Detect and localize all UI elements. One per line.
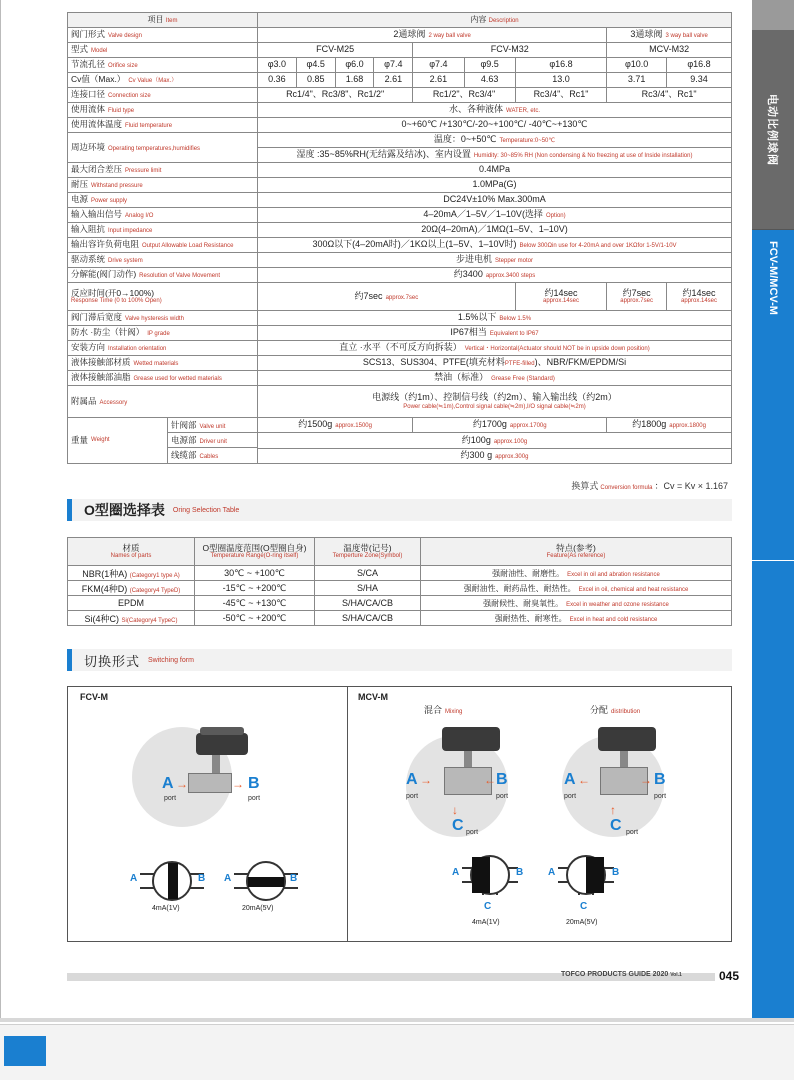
mcv-4ma-label: 4mA(1V) [472, 919, 500, 926]
oring-zone: S/HA [315, 581, 421, 596]
mcv-port-c: C [452, 817, 464, 834]
label-orientation: 安装方向 Installation orientation [68, 341, 258, 356]
weight-valve-cell: 约1500g approx.1500g [258, 418, 413, 433]
cv-cell: 1.68 [335, 73, 374, 88]
arrow-right-icon: → [420, 773, 432, 787]
fcv-20ma-label: 20mA(5V) [242, 905, 274, 912]
conversion-formula: 换算式 Conversion formula ：Cv = Kv × 1.167 [571, 481, 728, 491]
oring-name: NBR(1种A) (Category1 type A) [68, 566, 195, 581]
three-way-cell: 3通球阀 3 way ball valve [607, 28, 732, 43]
oring-row [68, 581, 732, 596]
oring-temp: -45℃ ~ +130℃ [195, 596, 315, 611]
orifice-cell: φ16.8 [515, 58, 606, 73]
label-connection: 连接口径 Connection size [68, 88, 258, 103]
weight-driver-label: 电源部 Driver unit [168, 433, 257, 448]
cv-cell: 0.36 [258, 73, 297, 88]
arrow-right-icon: ← [484, 773, 496, 787]
orifice-cell: φ10.0 [607, 58, 667, 73]
diagram-a-label: A [130, 873, 138, 884]
port-label: port [626, 829, 639, 836]
label-wetted: 液体接触部材质 Wetted materials [68, 356, 258, 371]
oring-section-title: O型圈选择表 Oring Selection Table [67, 499, 732, 521]
label-model: 型式 Model [68, 43, 258, 58]
label-load: 输出容许负荷电阻 Output Allowable Load Resistance [68, 238, 258, 253]
oring-zone: S/CA [315, 566, 421, 581]
arrow-right-icon: → [640, 773, 652, 787]
mcv-port-c: C [610, 817, 622, 834]
arrow-right-icon: → [232, 777, 244, 791]
diagram-a-label: A [452, 867, 460, 878]
diagram-b-label: B [198, 873, 206, 884]
weight-valve-cell: 约1800g approx.1800g [607, 418, 732, 433]
diagram-c-label: C [484, 901, 492, 912]
mcv-actuator [598, 727, 656, 751]
weight-valve-cell: 约1700g approx.1700g [413, 418, 607, 433]
label-analog: 输入输出信号 Analog I/O [68, 208, 258, 223]
label-drive: 驱动系统 Drive system [68, 253, 258, 268]
power-cell: DC24V±10% Max.300mA [258, 193, 732, 208]
label-cv: Cv值（Max.） Cv Value（Max.） [68, 73, 258, 88]
header-content: 内容 Description [258, 13, 732, 28]
connection-cell: Rc1/4"、Rc3/8"、Rc1/2" [258, 88, 413, 103]
response-cell: 约14sec approx.14sec [515, 283, 606, 311]
diagram-b-label: B [516, 867, 524, 878]
mcv-port-b: B [654, 771, 666, 788]
mcv-stem [464, 751, 472, 767]
distribution-label: 分配 distribution [590, 705, 641, 715]
two-way-cell: 2通球阀 2 way ball valve [258, 28, 607, 43]
oring-name: EPDM [68, 596, 195, 611]
label-orifice: 节流孔径 Orifice size [68, 58, 258, 73]
divider [347, 687, 348, 941]
orientation-cell: 直立 ·水平（不可反方向拆装） Vertical・Horizontal(Actuator should NOT be in upside down position) [258, 341, 732, 356]
oring-header: 特点(参考) Feature(As reference) [421, 538, 732, 566]
model-cell: MCV-M32 [607, 43, 732, 58]
env-hum-cell: 湿度 :35~85%RH(无结露及结冰)、室内设置 Humidity: 30~85% RH (Non condensing & No freezing at use of Inside installation) [258, 148, 732, 163]
arrow-down-icon: ↓ [452, 803, 458, 817]
load-cell: 300Ω以下(4–20mA时)／1KΩ以上(1–5V、1–10V时) Below 300Ωin use for 4-20mA and over 1KΩfor 1-5V/1-10V [258, 238, 732, 253]
page-number: 045 [719, 969, 740, 983]
impedance-cell: 20Ω(4–20mA)／1MΩ(1–5V、1–10V) [258, 223, 732, 238]
resolution-cell: 约3400 approx.3400 steps [258, 268, 732, 283]
mixing-label: 混合 Mixing [424, 705, 463, 715]
label-impedance: 输入阻抗 Input impedance [68, 223, 258, 238]
ball-open-icon [246, 861, 286, 901]
weight-cables-cell: 约300 g approx.300g [258, 448, 732, 463]
response-cell: 约14sec approx.14sec [667, 283, 732, 311]
connection-cell: Rc3/4"、Rc1" [607, 88, 732, 103]
oring-temp: -50℃ ~ +200℃ [195, 611, 315, 626]
port-label: port [164, 795, 177, 802]
orifice-cell: φ7.4 [413, 58, 464, 73]
port-label: port [564, 793, 577, 800]
diagram-a-label: A [224, 873, 232, 884]
oring-feature: 强耐候性、耐臭氧性。 Excel in weather and ozone resistance [421, 596, 732, 611]
connection-cell: Rc3/4"、Rc1" [515, 88, 606, 103]
label-response: 反应时间(开0→100%) Response Time (0 to 100% Open) [68, 283, 258, 311]
label-power: 电源 Power supply [68, 193, 258, 208]
header-item: 项目 Item [68, 13, 258, 28]
fcv-4ma-label: 4mA(1V) [152, 905, 180, 912]
oring-feature: 强耐油性、耐药品性、耐热性。 Excel in oil, chemical and heat resistance [421, 581, 732, 596]
wetted-cell: SCS13、SUS304、PTFE(填充材料PTFE-filled)、NBR/FKM/EPDM/Si [258, 356, 732, 371]
orifice-cell: φ3.0 [258, 58, 297, 73]
fcv-actuator-cover [200, 727, 244, 735]
port-label: port [496, 793, 509, 800]
mcv-stem [620, 751, 628, 767]
cv-cell: 2.61 [374, 73, 413, 88]
env-temp-cell: 温度：0~+50℃ Temperature:0~50℃ [258, 133, 732, 148]
model-cell: FCV-M32 [413, 43, 607, 58]
oring-feature: 强耐热性、耐寒性。 Excel in heat and cold resistance [421, 611, 732, 626]
label-weight: 重量 Weight 针阀部 Valve unit 电源部 Driver unit 线缆部 Cables [68, 418, 258, 464]
label-accessory: 附属品 Accessory [68, 386, 258, 418]
drive-cell: 步进电机 Stepper motor [258, 253, 732, 268]
oring-header: O型圈温度范围(O型圈自身) Temperature Range(O-ring itself) [195, 538, 315, 566]
oring-name: Si(4种C) Si(Category4 TypeC) [68, 611, 195, 626]
diagram-b-label: B [290, 873, 298, 884]
port-label: port [248, 795, 261, 802]
orifice-cell: φ16.8 [667, 58, 732, 73]
oring-row [68, 596, 732, 611]
ball-3way-icon [470, 855, 510, 895]
section-accent [67, 499, 72, 521]
model-cell: FCV-M25 [258, 43, 413, 58]
next-page-preview [0, 1024, 794, 1080]
oring-row [68, 611, 732, 626]
section-accent [67, 649, 72, 671]
side-tab-category[interactable]: 电动比例球阀 [752, 30, 794, 230]
label-env: 周边环境 Operating temperatures,humidifies [68, 133, 258, 163]
mcv-20ma-label: 20mA(5V) [566, 919, 598, 926]
cv-cell: 9.34 [667, 73, 732, 88]
oring-name: FKM(4种D) (Category4 TypeD) [68, 581, 195, 596]
switching-diagram [67, 686, 732, 942]
oring-feature: 强耐油性、耐磨性。 Excel in oil and abration resistance [421, 566, 732, 581]
fcv-label: FCV-M [80, 692, 108, 702]
next-page-tab[interactable] [4, 1036, 46, 1066]
withstand-cell: 1.0MPa(G) [258, 178, 732, 193]
mcv-label: MCV-M [358, 692, 388, 702]
cv-cell: 13.0 [515, 73, 606, 88]
fcv-actuator [196, 733, 248, 755]
fcv-valve-body [188, 773, 232, 793]
accessory-cell: 电源线（约1m）、控制信号线（约2m）、输入输出线（约2m） Power cable(≒1m),Control signal cable(≒2m),I/O signal cable(≒2m) [258, 386, 732, 418]
fcv-stem [212, 755, 220, 773]
response-cell: 约7sec approx.7sec [607, 283, 667, 311]
ball-closed-icon [152, 861, 192, 901]
diagram-c-label: C [580, 901, 588, 912]
switch-section-title: 切换形式 Switching form [67, 649, 732, 671]
cv-cell: 3.71 [607, 73, 667, 88]
spec-table [67, 12, 732, 464]
weight-cables-label: 线缆部 Cables [171, 450, 219, 460]
port-label: port [654, 793, 667, 800]
response-cell: 约7sec approx.7sec [258, 283, 516, 311]
label-fluid-temp: 使用流体温度 Fluid temperature [68, 118, 258, 133]
grease-cell: 禁油（标准） Grease Free (Standard) [258, 371, 732, 386]
oring-header: 材质 Names of parts [68, 538, 195, 566]
orifice-cell: φ6.0 [335, 58, 374, 73]
label-fluid: 使用流体 Fluid type [68, 103, 258, 118]
arrow-left-icon: ← [578, 773, 590, 787]
label-withstand: 耐压 Withstand pressure [68, 178, 258, 193]
ball-3way-icon [566, 855, 606, 895]
fcv-port-a: A [162, 775, 174, 792]
label-valve-design: 阀门形式 Valve design [68, 28, 258, 43]
side-tab-top [752, 0, 794, 30]
fluid-cell: 水、各种液体 WATER, etc. [258, 103, 732, 118]
label-hysteresis: 阀门滞后宽度 Valve hysteresis width [68, 311, 258, 326]
oring-temp: -15℃ ~ +200℃ [195, 581, 315, 596]
fcv-port-b: B [248, 775, 260, 792]
analog-cell: 4–20mA／1–5V／1–10V(选择 Option) [258, 208, 732, 223]
label-ip: 防水 ·防尘（针阀） IP grade [68, 326, 258, 341]
orifice-cell: φ4.5 [296, 58, 335, 73]
cv-cell: 4.63 [464, 73, 515, 88]
fluid-temp-cell: 0~+60℃ /+130℃/-20~+100℃/ -40℃~+130℃ [258, 118, 732, 133]
ip-cell: IP67相当 Equivalent to IP67 [258, 326, 732, 341]
oring-header: 温度带(记号) Temperture Zone(Symbol) [315, 538, 421, 566]
page-shadow [0, 1018, 794, 1022]
orifice-cell: φ7.4 [374, 58, 413, 73]
label-grease: 液体接触部油脂 Grease used for wetted materials [68, 371, 258, 386]
side-tab-product[interactable]: FCV-M/MCV-M [752, 230, 794, 1020]
weight-valve-label: 针阀部 Valve unit [168, 418, 257, 433]
mcv-port-b: B [496, 771, 508, 788]
orifice-cell: φ9.5 [464, 58, 515, 73]
pressure-limit-cell: 0.4MPa [258, 163, 732, 178]
oring-table [67, 537, 732, 626]
label-resolution: 分解能(阀门动作) Resolution of Valve Movement [68, 268, 258, 283]
weight-driver-cell: 约100g approx.100g [258, 433, 732, 448]
oring-zone: S/HA/CA/CB [315, 596, 421, 611]
connection-cell: Rc1/2"、Rc3/4" [413, 88, 516, 103]
port-label: port [406, 793, 419, 800]
oring-temp: 30℃ ~ +100℃ [195, 566, 315, 581]
side-divider [752, 560, 794, 561]
arrow-up-icon: ↑ [610, 803, 616, 817]
mcv-actuator [442, 727, 500, 751]
hysteresis-cell: 1.5%以下 Below 1.5% [258, 311, 732, 326]
oring-row [68, 566, 732, 581]
label-pressure-limit: 最大闭合差压 Pressure limit [68, 163, 258, 178]
cv-cell: 0.85 [296, 73, 335, 88]
mcv-port-a: A [406, 771, 418, 788]
port-label: port [466, 829, 479, 836]
diagram-b-label: B [612, 867, 620, 878]
cv-cell: 2.61 [413, 73, 464, 88]
mcv-port-a: A [564, 771, 576, 788]
footer-guide: TOFCO PRODUCTS GUIDE 2020 Vol.1 [561, 971, 682, 978]
arrow-right-icon: → [176, 777, 188, 791]
oring-zone: S/HA/CA/CB [315, 611, 421, 626]
diagram-a-label: A [548, 867, 556, 878]
page-edge [0, 0, 1, 1018]
